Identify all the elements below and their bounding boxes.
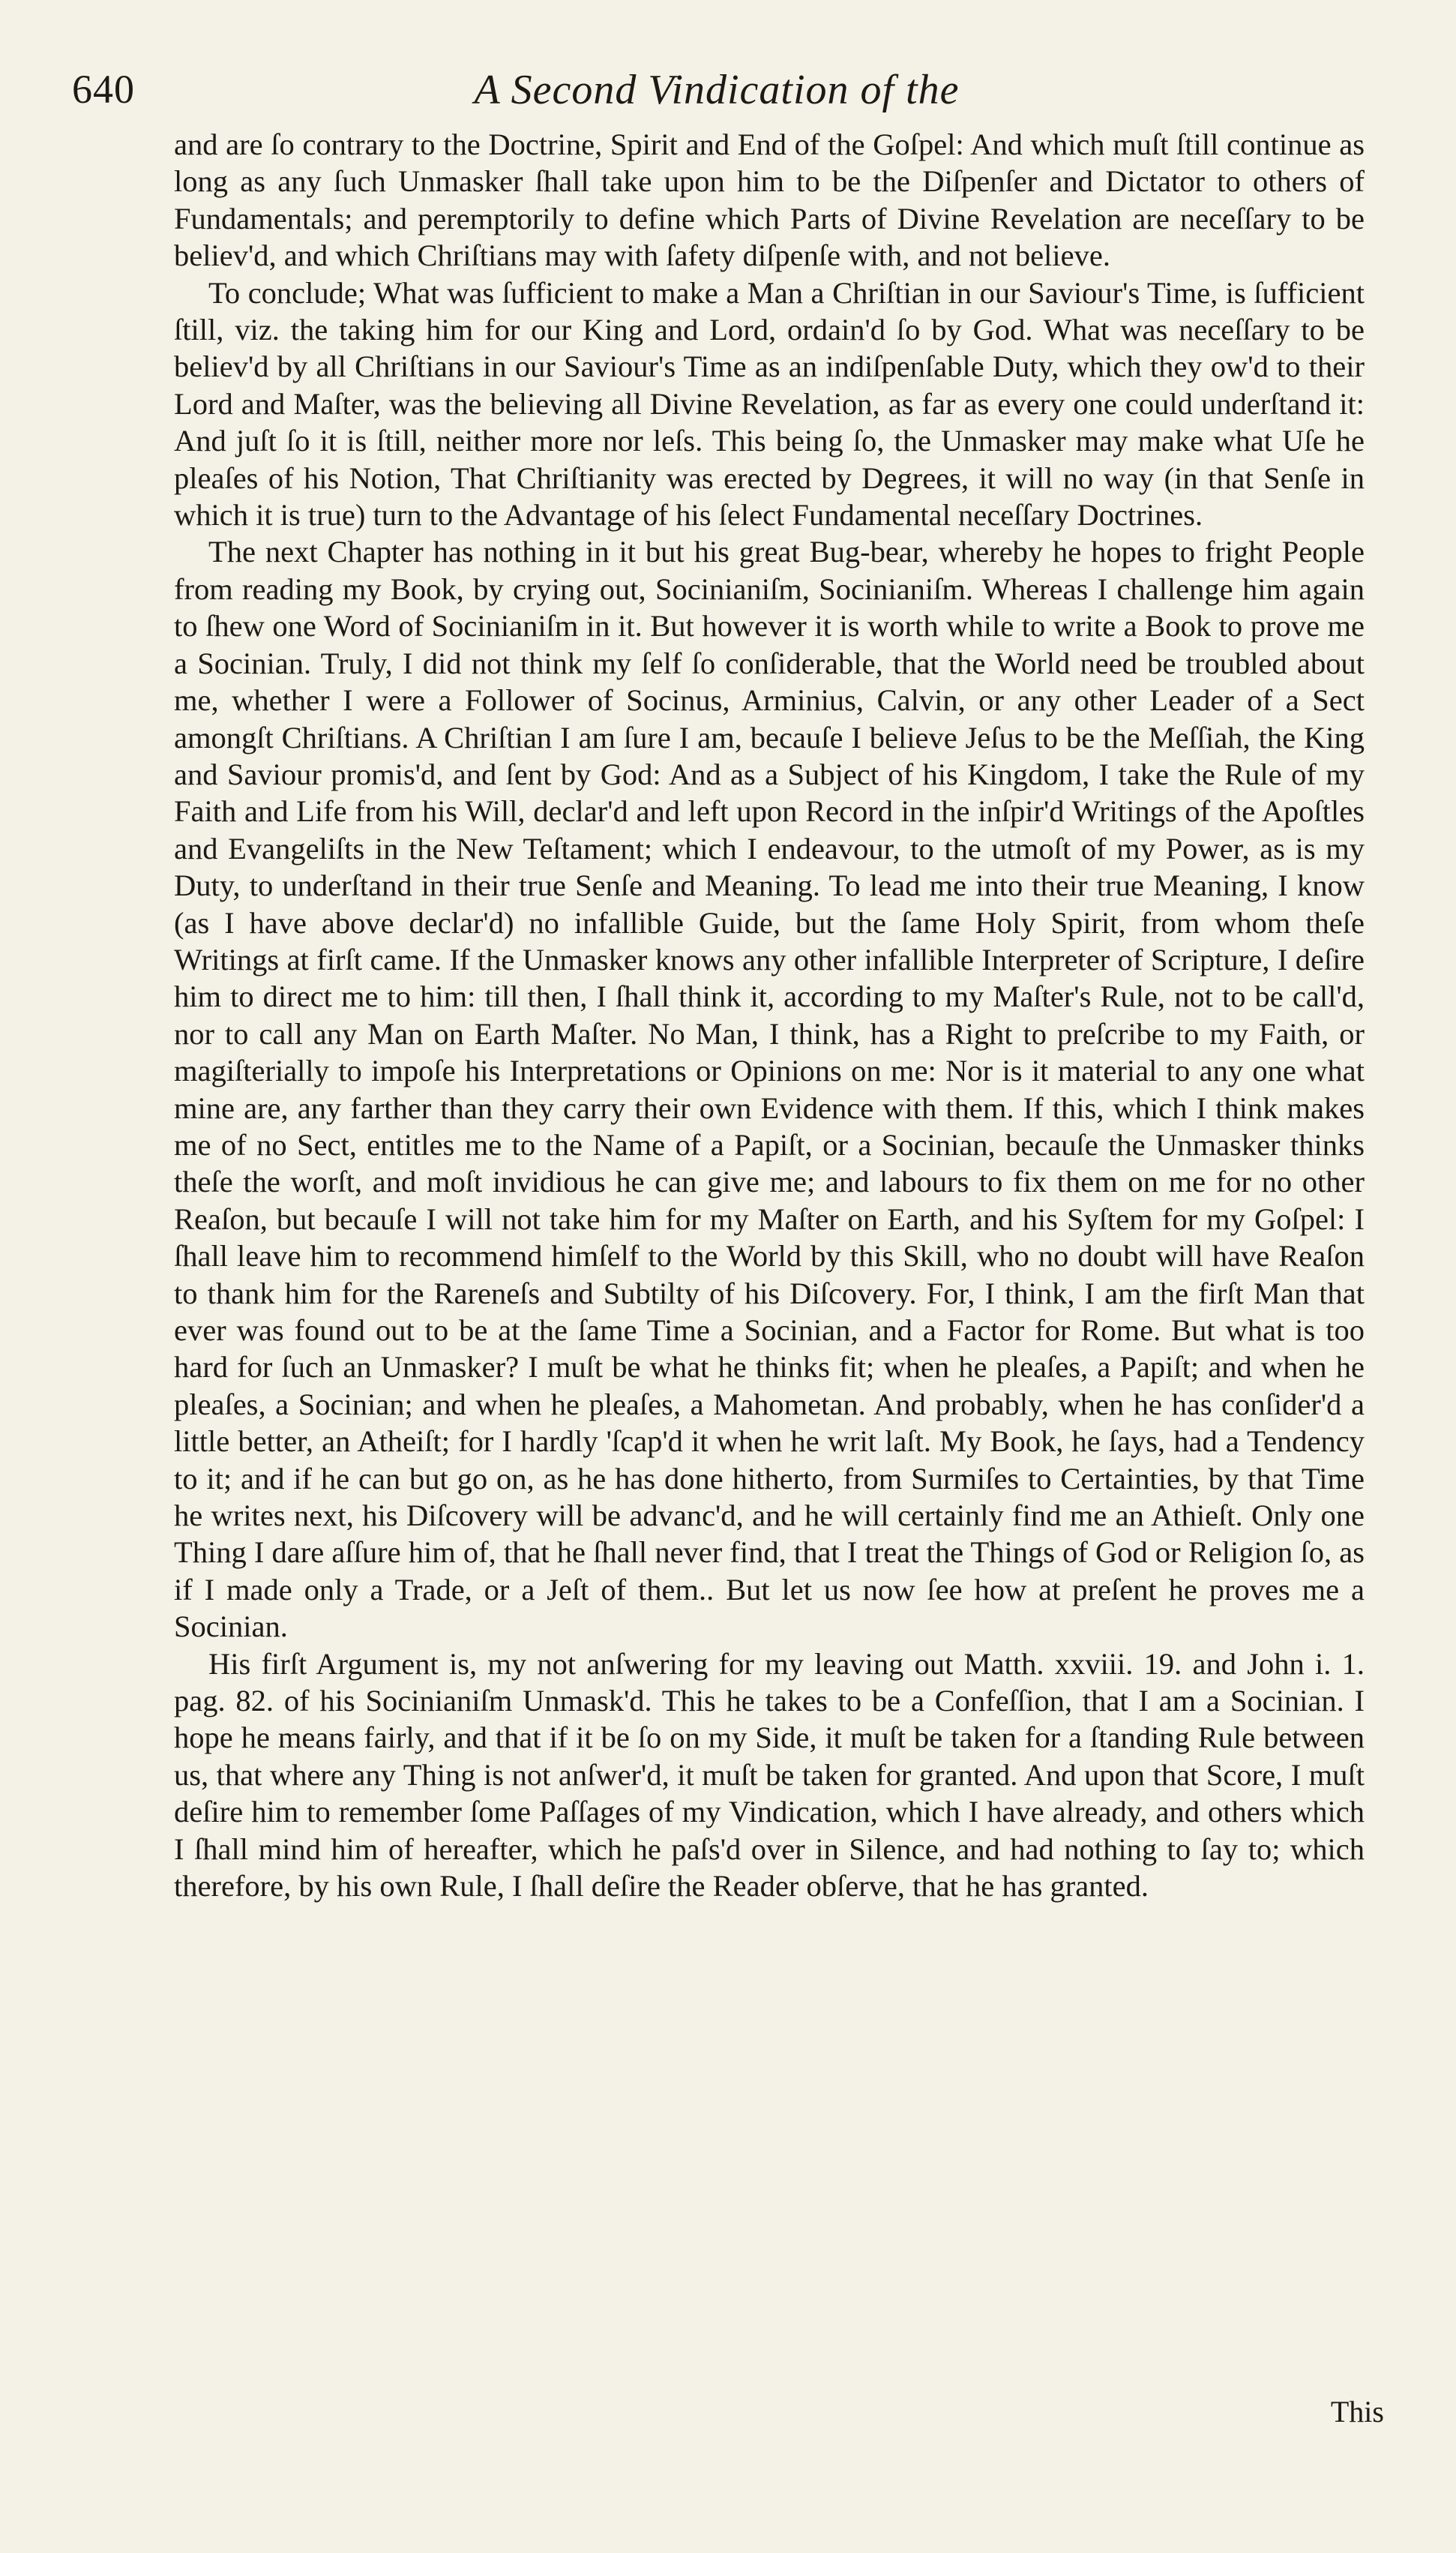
catchword: This [1330, 2395, 1384, 2428]
body-text [174, 126, 1365, 1905]
page-header [72, 66, 1362, 126]
paragraph-continuation: and are ſo contrary to the Doctrine, Spirit and End of the Goſpel: And which muſt ſtill continue as long as any ſuch Unmasker ſhall take upon him to be the Diſpenſer and Dictator to others of Fundamentals; and peremptorily to define which Parts of Divine Revelation are neceſſary to be believ'd, and which Chriſtians may with ſafety diſpenſe with, and not believe. [174, 128, 1365, 273]
paragraph-first-argument: His firſt Argument is, my not anſwering for my leaving out Matth. xxviii. 19. and John i. 1. pag. 82. of his Socinianiſm Unmask'd. This he takes to be a Confeſſion, that I am a Socinian. I hope he means fairly, and that if it be ſo on my Side, it muſt be taken for a ſtanding Rule between us, that where any Thing is not anſwer'd, it muſt be taken for granted. And upon that Score, I muſt deſire him to remember ſome Paſſages of my Vindication, which I have already, and others which I ſhall mind him of hereafter, which he paſs'd over in Silence, and had nothing to ſay to; which therefore, by his own Rule, I ſhall deſire the Reader obſerve, that he has granted. [174, 1646, 1365, 1904]
page-number: 640 [72, 67, 135, 112]
paragraph-next-chapter: The next Chapter has nothing in it but his great Bug-bear, whereby he hopes to fright People from reading my Book, by crying out, Socinianiſm, Socinianiſm. Whereas I challenge him again to ſhew one Word of Socinianiſm in it. But however it is worth while to write a Book to prove me a Socinian. Truly, I did not think my ſelf ſo conſiderable, that the World need be troubled about me, whether I were a Follower of Socinus, Arminius, Calvin, or any other Leader of a Sect amongſt Chriſtians. A Chriſtian I am ſure I am, becauſe I believe Jeſus to be the Meſſiah, the King and Saviour promis'd, and ſent by God: And as a Subject of his Kingdom, I take the Rule of my Faith and Life from his Will, declar'd and left upon Record in the inſpir'd Writings of the Apoſtles and Evangeliſts in the New Teſtament; which I endeavour, to the utmoſt of my Power, as is my Duty, to underſtand in their true Senſe and Meaning. To lead me into their true Meaning, I know (as I have above declar'd) no infallible Guide, but the ſame Holy Spirit, from whom theſe Writings at firſt came. If the Unmasker knows any other infallible Interpreter of Scripture, I deſire him to direct me to him: till then, I ſhall think it, according to my Maſter's Rule, not to be call'd, nor to call any Man on Earth Maſter. No Man, I think, has a Right to preſcribe to my Faith, or magiſterially to impoſe his Interpretations or Opinions on me: Nor is it material to any one what mine are, any farther than they carry their own Evidence with them. If this, which I think makes me of no Sect, entitles me to the Name of a Papiſt, or a Socinian, becauſe the Unmasker thinks theſe the worſt, and moſt invidious he can give me; and labours to fix them on me for no other Reaſon, but becauſe I will not take him for my Maſter on Earth, and his Syſtem for my Goſpel: I ſhall leave him to recommend himſelf to the World by this Skill, who no doubt will have Reaſon to thank him for the Rareneſs and Subtilty of his Diſcovery. For, I think, I am the firſt Man that ever was found out to be at the ſame Time a Socinian, and a Factor for Rome. But what is too hard for ſuch an Unmasker? I muſt be what he thinks fit; when he pleaſes, a Papiſt; and when he pleaſes, a Socinian; and when he pleaſes, a Mahometan. And probably, when he has conſider'd a little better, an Atheiſt; for I hardly 'ſcap'd it when he writ laſt. My Book, he ſays, had a Tendency to it; and if he can but go on, as he has done hitherto, from Surmiſes to Certainties, by that Time he writes next, his Diſcovery will be advanc'd, and he will certainly find me an Athieſt. Only one Thing I dare aſſure him of, that he ſhall never find, that I treat the Things of God or Religion ſo, as if I made only a Trade, or a Jeſt of them.. But let us now ſee how at preſent he proves me a Socinian. [174, 535, 1365, 1644]
running-head: A Second Vindication of the [474, 67, 960, 113]
paragraph-to-conclude: To conclude; What was ſufficient to make a Man a Chriſtian in our Saviour's Time, is ſufficient ſtill, viz. the taking him for our King and Lord, ordain'd ſo by God. What was neceſſary to be believ'd by all Chriſtians in our Saviour's Time as an indiſpenſable Duty, which they ow'd to their Lord and Maſter, was the believing all Divine Revelation, as far as every one could underſtand it: And juſt ſo it is ſtill, neither more nor leſs. This being ſo, the Unmasker may make what Uſe he pleaſes of his Notion, That Chriſtianity was erected by Degrees, it will no way (in that Senſe in which it is true) turn to the Advantage of his ſelect Fundamental neceſſary Doctrines. [174, 275, 1365, 532]
